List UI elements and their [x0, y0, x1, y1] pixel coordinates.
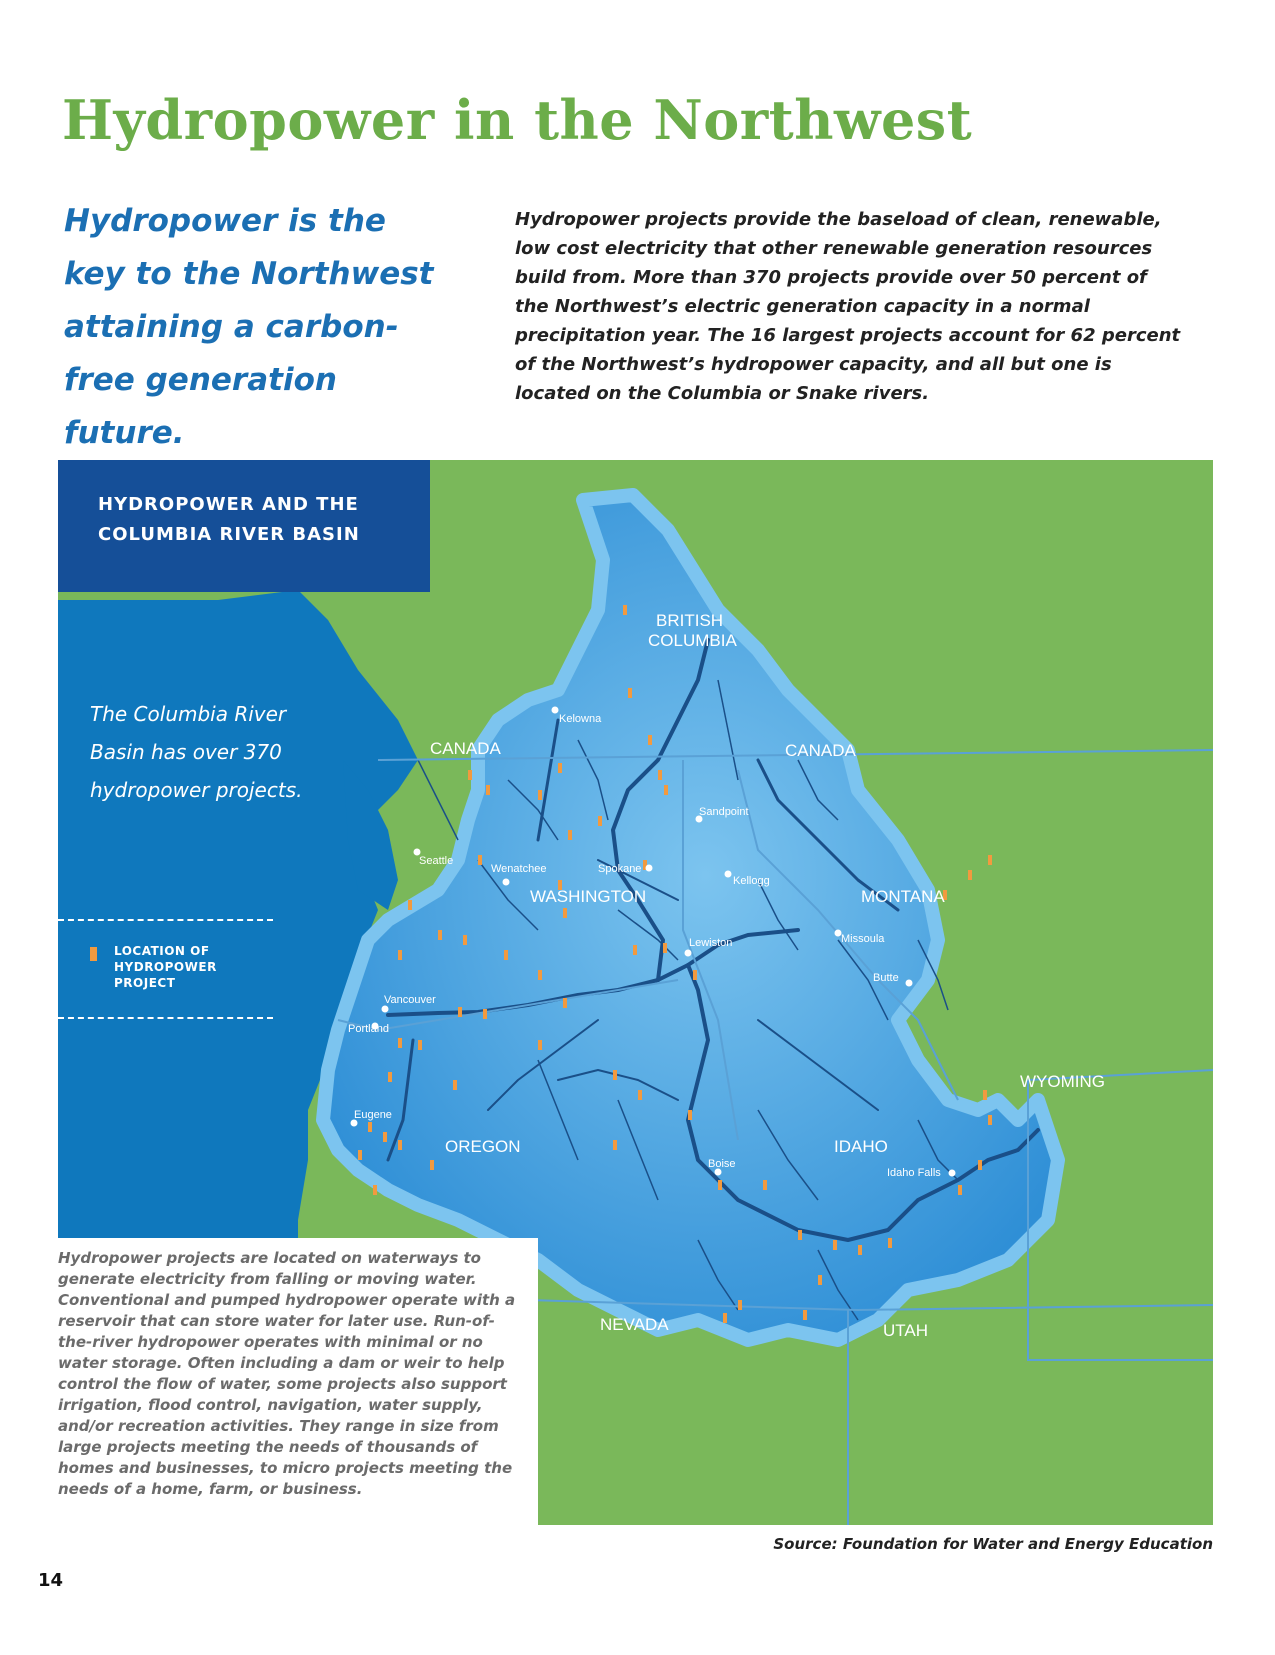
project-marker [798, 1230, 802, 1240]
project-marker [388, 1072, 392, 1082]
city-label-kelowna: Kelowna [559, 713, 602, 725]
project-marker [688, 1110, 692, 1120]
region-label-utah: UTAH [883, 1321, 929, 1340]
city-dot-lewiston [685, 950, 692, 957]
project-marker [633, 945, 637, 955]
project-marker [408, 900, 412, 910]
project-marker [663, 943, 667, 953]
project-marker [563, 908, 567, 918]
intro-paragraph: Hydropower projects provide the baseload of clean, renewable, low cost electricity that other renewable generation resources build from. More than 370 projects provide over 50 percent of the Northwest’s electric generation capacity in a normal precipitation year. The 16 largest projects account for 62 percent of the Northwest’s hydropower capacity, and all but one is located on the Columbia or Snake rivers. [515, 209, 1181, 404]
project-marker [763, 1180, 767, 1190]
project-marker [598, 816, 602, 826]
city-dot-idaho-falls [949, 1170, 956, 1177]
city-label-lewiston: Lewiston [689, 937, 733, 949]
project-marker [623, 605, 627, 615]
project-marker [988, 1115, 992, 1125]
project-marker [538, 1040, 542, 1050]
caption-box [58, 1238, 538, 1525]
city-label-vancouver: Vancouver [384, 994, 436, 1006]
project-marker [398, 1038, 402, 1048]
city-dot-kellogg [725, 871, 732, 878]
columbia-basin-map [58, 460, 1213, 1525]
city-dot-butte [906, 980, 913, 987]
city-label-wenatchee: Wenatchee [491, 863, 547, 875]
project-marker [803, 1310, 807, 1320]
project-marker [638, 1090, 642, 1100]
city-dot-kelowna [552, 707, 559, 714]
city-label-sandpoint: Sandpoint [699, 806, 749, 818]
project-marker [563, 998, 567, 1008]
region-label-british-columbia: COLUMBIA [648, 631, 737, 650]
project-marker [398, 950, 402, 960]
project-marker [453, 1080, 457, 1090]
city-label-boise: Boise [708, 1158, 736, 1170]
project-marker [538, 970, 542, 980]
city-label-missoula: Missoula [841, 933, 885, 945]
region-label-washington: WASHINGTON [530, 887, 647, 906]
project-marker [723, 1313, 727, 1323]
project-marker [568, 830, 572, 840]
city-label-butte: Butte [873, 972, 899, 984]
page-title: Hydropower in the Northwest [62, 88, 973, 152]
lead-statement: Hydropower is the key to the Northwest attaining a carbon-free generation future. [64, 203, 434, 451]
project-marker [833, 1240, 837, 1250]
project-marker [538, 790, 542, 800]
map-caption: Hydropower projects are located on waterways to generate electricity from falling or moving water. Conventional and pumped hydropower operate with a reservoir that can store water for later use. Run-of-the-river hydropower operates with minimal or no water storage. Often including a dam or weir to help control the flow of water, some projects also support irrigation, flood control, navigation, water supply, and/or recreation activities. They range in size from large projects meeting the needs of thousands of homes and businesses, to micro projects meeting the needs of a home, farm, or business. [58, 1249, 516, 1498]
project-marker [418, 1040, 422, 1050]
project-marker [430, 1160, 434, 1170]
region-label-idaho: IDAHO [834, 1137, 888, 1156]
region-label-wyoming: WYOMING [1020, 1072, 1105, 1091]
project-marker [738, 1300, 742, 1310]
project-marker [358, 1150, 362, 1160]
city-dot-spokane [646, 865, 653, 872]
project-marker [486, 785, 490, 795]
hydropower-project-marker-icon [90, 947, 97, 961]
city-label-eugene: Eugene [354, 1109, 392, 1121]
city-label-seattle: Seattle [419, 855, 454, 867]
project-marker [478, 855, 482, 865]
project-marker [818, 1275, 822, 1285]
project-marker [718, 1180, 722, 1190]
city-label-spokane: Spokane [598, 863, 642, 875]
legend-label: LOCATION OF HYDROPOWER PROJECT [114, 944, 217, 990]
basin-note: The Columbia River Basin has over 370 hydropower projects. [90, 702, 303, 802]
project-marker [983, 1090, 987, 1100]
project-marker [504, 950, 508, 960]
project-marker [658, 770, 662, 780]
map-title-box [58, 460, 430, 592]
project-marker [613, 1070, 617, 1080]
project-marker [373, 1185, 377, 1195]
source-credit: Source: Foundation for Water and Energy Education [773, 1535, 1213, 1553]
project-marker [958, 1185, 962, 1195]
page-number: 14 [38, 1570, 64, 1591]
project-marker [978, 1160, 982, 1170]
city-label-portland: Portland [348, 1023, 389, 1035]
map-legend [58, 919, 273, 1019]
map-title: HYDROPOWER AND THE COLUMBIA RIVER BASIN [98, 494, 360, 545]
region-label-british-columbia: BRITISH [656, 611, 724, 630]
city-dot-vancouver [382, 1006, 389, 1013]
city-dot-wenatchee [503, 879, 510, 886]
region-label-canada-west: CANADA [430, 739, 501, 758]
project-marker [988, 855, 992, 865]
project-marker [398, 1140, 402, 1150]
region-label-nevada: NEVADA [600, 1315, 669, 1334]
project-marker [664, 785, 668, 795]
project-marker [383, 1132, 387, 1142]
project-marker [613, 1140, 617, 1150]
project-marker [858, 1245, 862, 1255]
project-marker [648, 735, 652, 745]
project-marker [888, 1238, 892, 1248]
region-label-oregon: OREGON [445, 1137, 521, 1156]
region-label-canada-east: CANADA [785, 741, 856, 760]
project-marker [458, 1007, 462, 1017]
project-marker [468, 770, 472, 780]
project-marker [558, 763, 562, 773]
project-marker [438, 930, 442, 940]
city-label-idaho-falls: Idaho Falls [887, 1167, 941, 1179]
project-marker [483, 1009, 487, 1019]
region-label-montana: MONTANA [861, 887, 945, 906]
project-marker [693, 970, 697, 980]
project-marker [968, 870, 972, 880]
project-marker [628, 688, 632, 698]
city-label-kellogg: Kellogg [733, 875, 770, 887]
project-marker [368, 1122, 372, 1132]
project-marker [463, 935, 467, 945]
